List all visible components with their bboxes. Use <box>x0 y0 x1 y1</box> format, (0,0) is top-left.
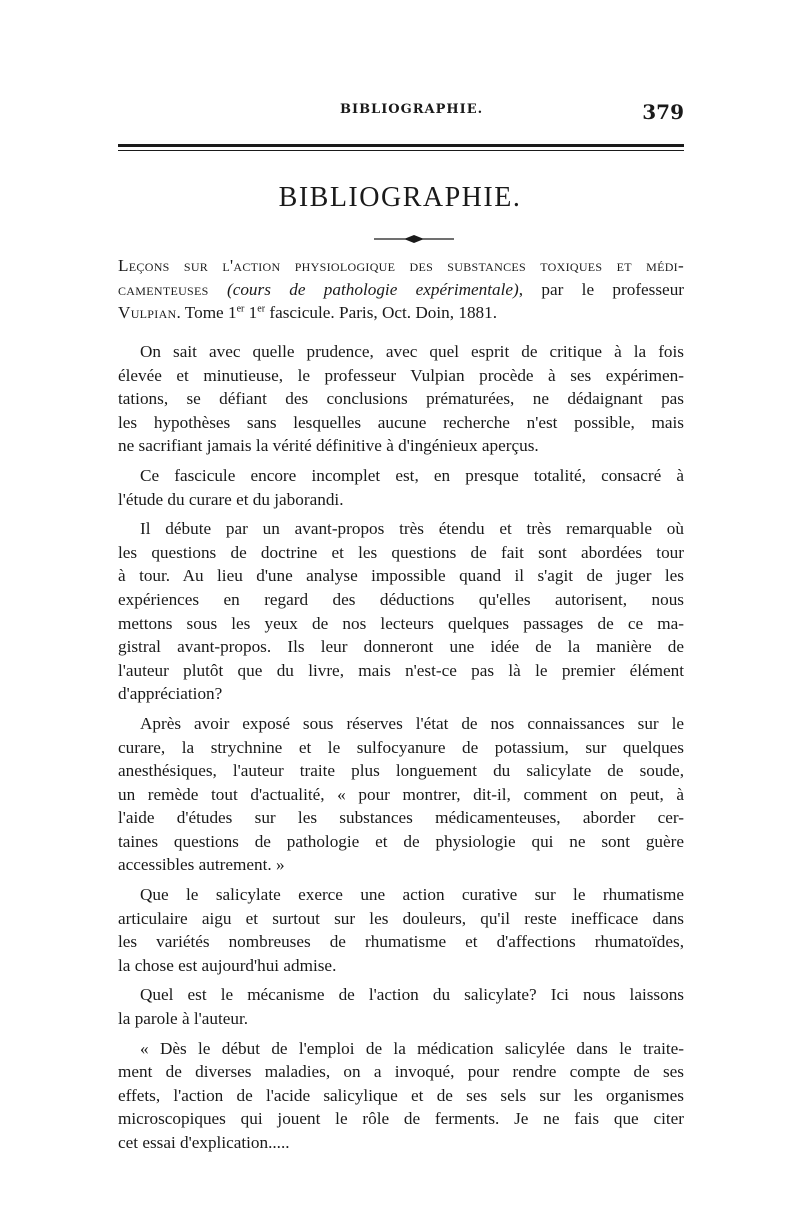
text-line: Que le salicylate exerce une action curative sur le rhumatisme <box>140 885 684 905</box>
entry-publication-line <box>118 301 684 325</box>
entry-author-intro: , par le professeur <box>518 279 685 299</box>
text-line: Ce fascicule encore incomplet est, en presque totalité, consacré à <box>140 465 684 485</box>
text-line: Il débute par un avant-propos très étendu et très remarquable où <box>140 519 684 539</box>
paragraph-6 <box>118 983 684 1030</box>
ornament-divider <box>372 234 456 244</box>
text-line: Après avoir exposé sous réserves l'état de nos connaissances sur le <box>140 713 684 733</box>
text-line: les hypothèses sans lesquelles aucune recherche n'est possible, mais <box>118 412 684 432</box>
text-line: ment de diverses maladies, on a invoqué, pour rendre compte de ses <box>118 1062 684 1082</box>
text-line: l'aide d'études sur les substances médicamenteuses, aborder cer- <box>118 808 684 828</box>
text-line: ne sacrifiant jamais la vérité définitive à d'ingénieux aperçus. <box>118 436 539 456</box>
paragraph-3 <box>118 517 684 706</box>
entry-tome-sup: er <box>236 303 245 315</box>
paragraph-4 <box>118 712 684 877</box>
text-line: accessibles autrement. » <box>118 855 285 875</box>
header-rule-thin <box>118 150 684 151</box>
header-rule-thick <box>118 144 684 147</box>
text-line: les variétés nombreuses de rhumatisme et d'affections rhumatoïdes, <box>118 932 684 952</box>
bibliographic-entry <box>118 254 684 325</box>
text-line: taines questions de pathologie et de physiologie qui ne sont guère <box>118 831 684 851</box>
entry-author: Vulpian <box>118 303 177 323</box>
text-line: Quel est le mécanisme de l'action du salicylate? Ici nous laissons <box>140 985 684 1005</box>
entry-title-line-2 <box>118 278 684 302</box>
text-line: élevée et minutieuse, le professeur Vulpian procède à ses expérimen- <box>118 365 684 385</box>
article-body <box>118 340 684 1161</box>
text-line: tations, se défiant des conclusions prématurées, ne dédaignant pas <box>118 389 684 409</box>
text-line: expériences en regard des déductions qu'elles autorisent, nous <box>118 589 684 609</box>
entry-fascicule-sup: er <box>257 303 266 315</box>
entry-tome: . Tome 1 <box>176 303 237 323</box>
text-line: On sait avec quelle prudence, avec quel esprit de critique à la fois <box>140 342 684 361</box>
text-line: effets, l'action de l'acide salicylique et de ses sels sur les organismes <box>118 1085 684 1105</box>
paragraph-1 <box>118 340 684 458</box>
text-line: curare, la strychnine et le sulfocyanure de potassium, sur quelques <box>118 737 684 757</box>
text-line: mettons sous les yeux de nos lecteurs quelques passages de ce ma- <box>118 613 684 633</box>
entry-publisher: fascicule. Paris, Oct. Doin, 1881. <box>265 303 498 323</box>
text-line: les questions de doctrine et les questions de fait sont abordées tour <box>118 542 684 562</box>
text-line: gistral avant-propos. Ils leur donneront une idée de la manière de <box>118 637 684 657</box>
page-number: 379 <box>642 100 684 124</box>
text-line: l'étude du curare et du jaborandi. <box>118 489 344 509</box>
paragraph-7 <box>118 1037 684 1155</box>
entry-subtitle: (cours de pathologie expérimentale) <box>226 279 519 299</box>
text-line: un remède tout d'actualité, « pour montrer, dit-il, comment on peut, à <box>118 784 684 804</box>
running-head <box>118 100 684 124</box>
running-title: BIBLIOGRAPHIE. <box>340 102 484 117</box>
text-line: microscopiques qui jouent le rôle de ferments. Je ne fais que citer <box>118 1109 684 1129</box>
text-line: anesthésiques, l'auteur traite plus longuement du salicylate de soude, <box>118 761 684 781</box>
text-line: articulaire aigu et surtout sur les douleurs, qu'il reste inefficace dans <box>118 908 684 928</box>
text-line: l'auteur plutôt que du livre, mais n'est-ce pas là le premier élément <box>118 660 684 680</box>
paragraph-5 <box>118 883 684 977</box>
entry-title-word: camenteuses <box>118 279 209 299</box>
text-line: la parole à l'auteur. <box>118 1009 249 1029</box>
text-line: d'appréciation? <box>118 684 223 704</box>
text-line: à tour. Au lieu d'une analyse impossible quand il s'agit de juger les <box>118 566 684 586</box>
text-line: cet essai d'explication..... <box>118 1133 290 1152</box>
paragraph-2 <box>118 464 684 511</box>
entry-fascicule: 1 <box>244 303 258 323</box>
section-title: BIBLIOGRAPHIE. <box>278 182 522 213</box>
text-line: la chose est aujourd'hui admise. <box>118 955 337 975</box>
entry-title-line-1: Leçons sur l'action physiologique des substances toxiques et médi- <box>118 256 684 275</box>
text-line: « Dès le début de l'emploi de la médication salicylée dans le traite- <box>140 1038 684 1058</box>
